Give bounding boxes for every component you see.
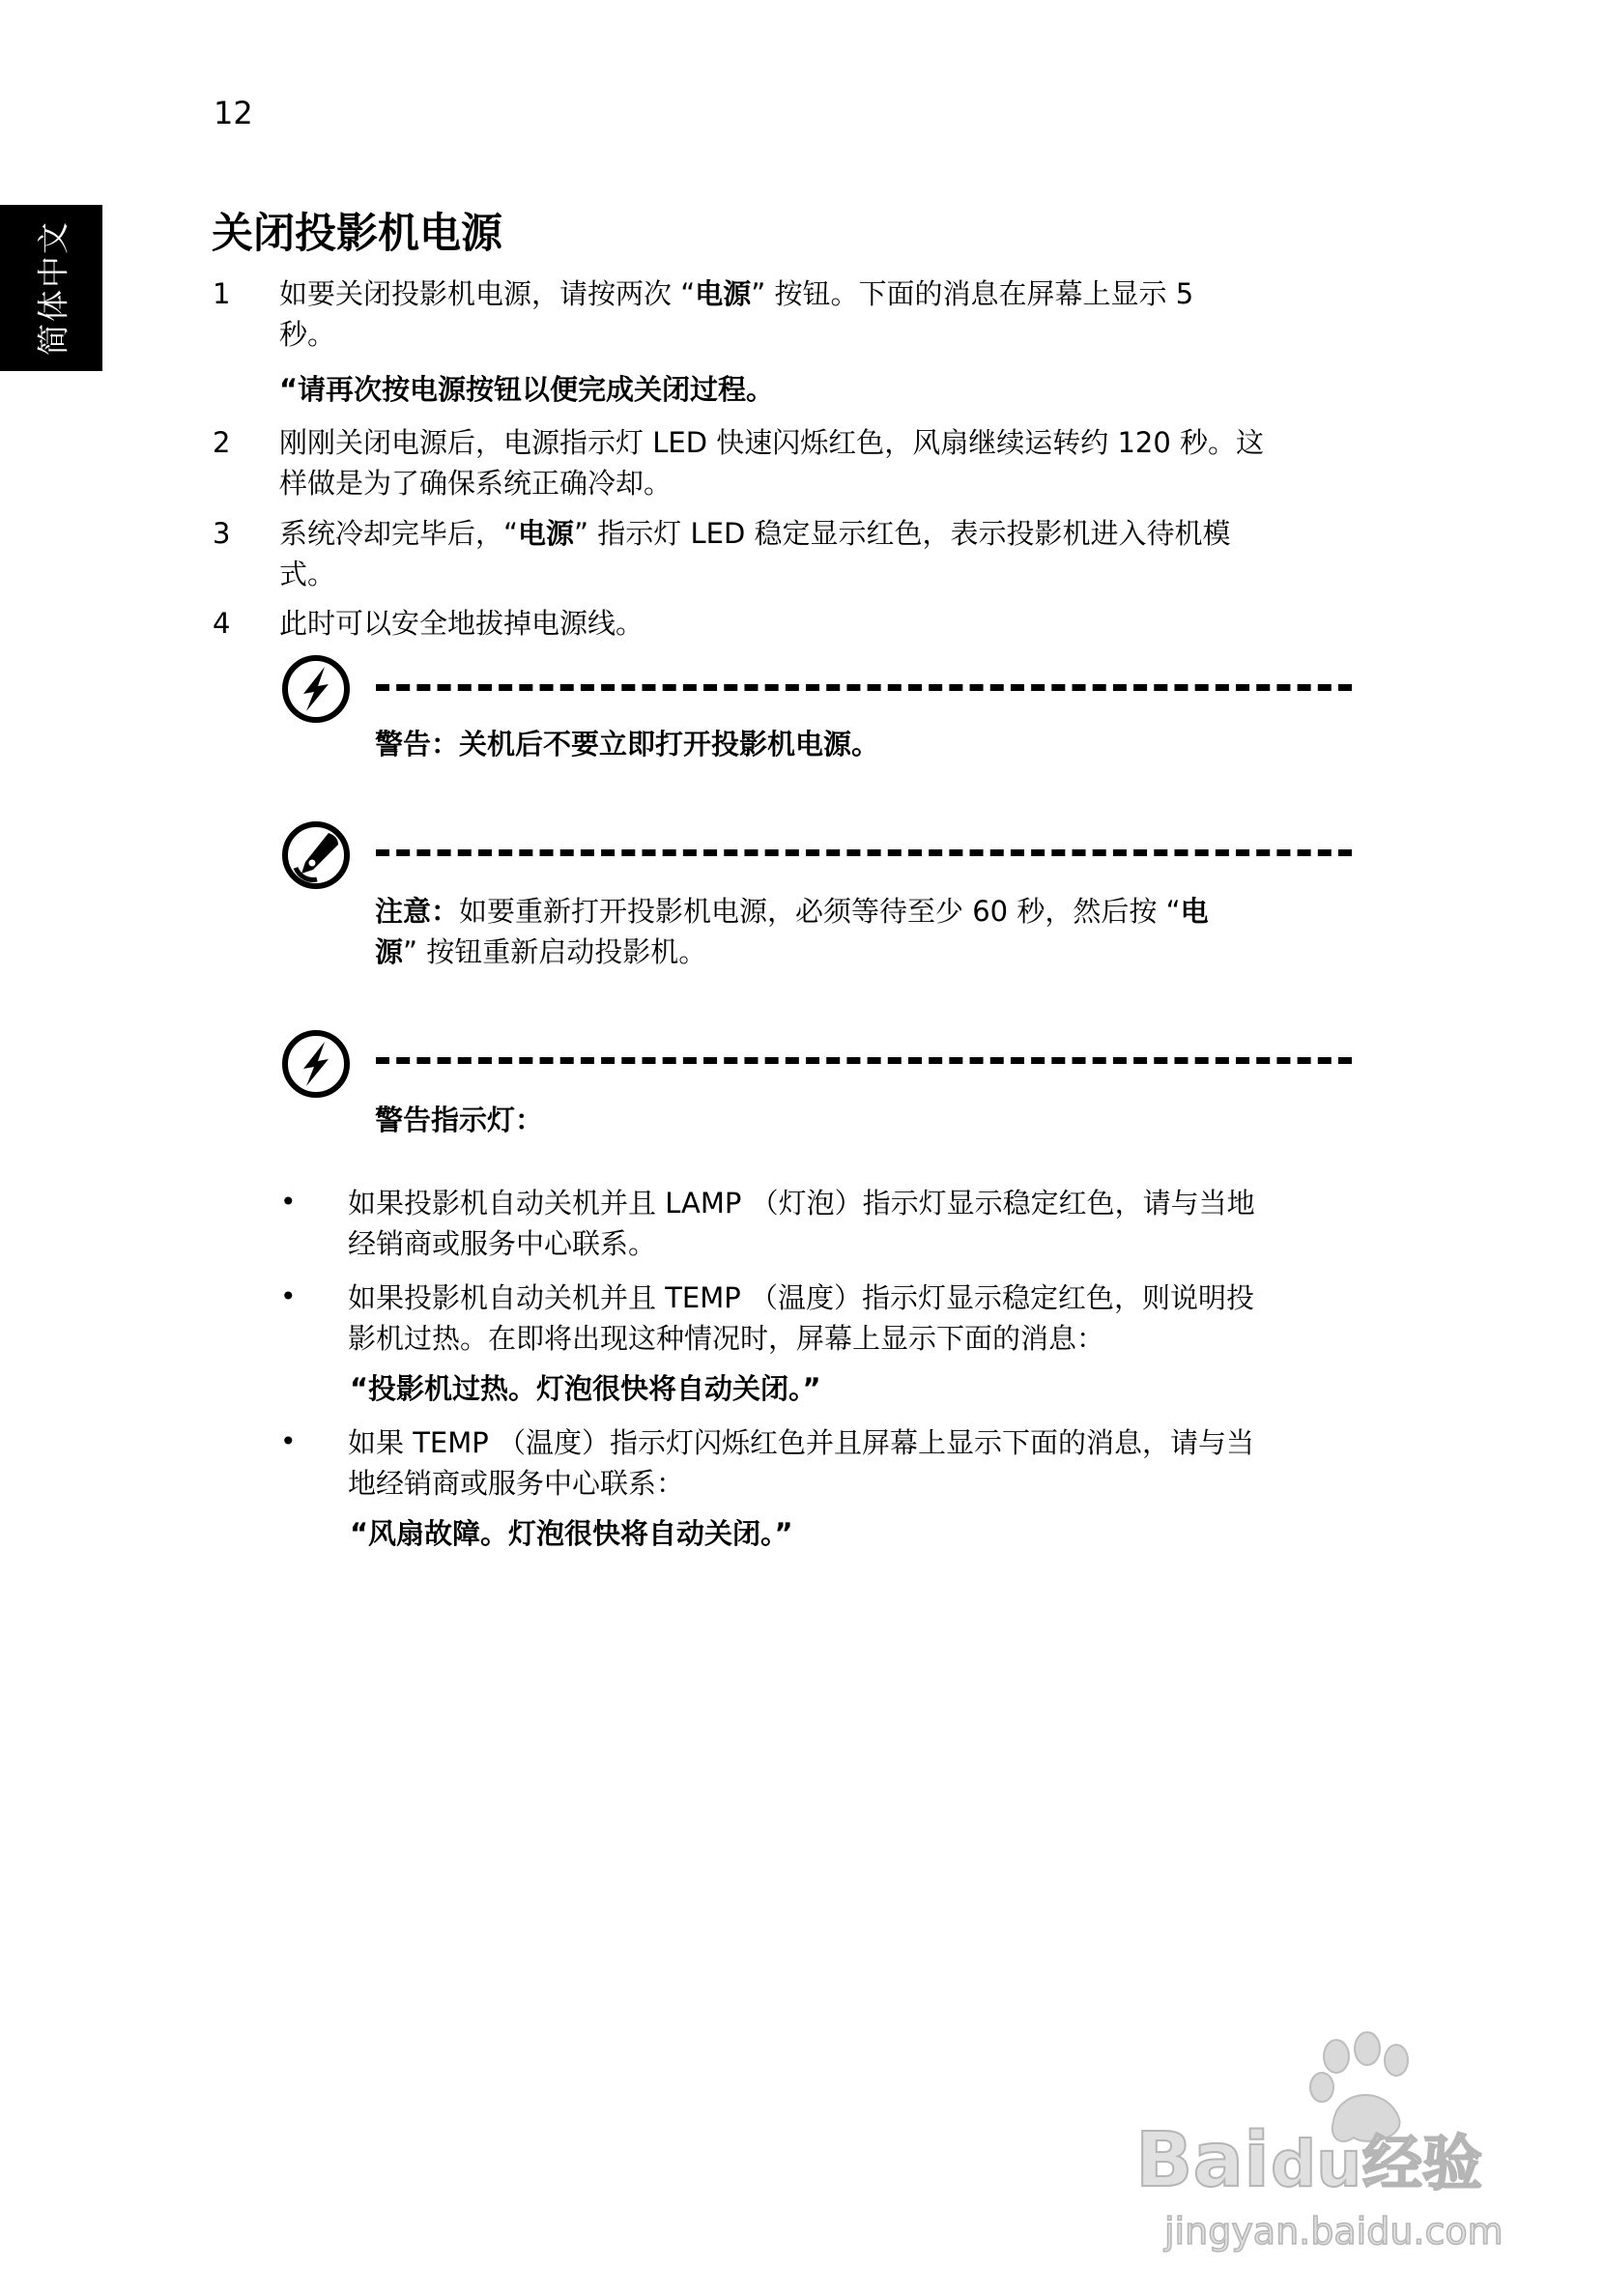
power-term: 源 [375,935,404,968]
step-text [279,273,1361,355]
note-label: 注意： [375,895,460,928]
notice-divider [376,849,1352,856]
svg-text:Bai: Bai [1135,2117,1270,2204]
language-side-tab-label: 简体中文 [34,220,72,356]
svg-text:jingyan.baidu.com: jingyan.baidu.com [1164,2210,1504,2253]
power-term: 电 [1180,895,1209,928]
step-line: 刚刚关闭电源后，电源指示灯 LED 快速闪烁红色，风扇继续运转约 120 秒。这 [279,426,1265,459]
svg-text:du: du [1271,2127,1362,2201]
bullet-text [348,1183,1372,1264]
step-line: 样做是为了确保系统正确冷却。 [279,467,673,500]
step-line [279,273,1361,314]
step-text: 此时可以安全地拔掉电源线。 [279,607,644,640]
note-line [375,932,1399,972]
warning-text: 警告：关机后不要立即打开投影机电源。 [375,728,880,761]
warning-lightning-icon [280,653,352,725]
notice-divider [376,684,1352,691]
note-line [375,891,1399,932]
section-title: 关闭投影机电源 [212,210,502,258]
bullet-dot: • [280,1280,297,1312]
step-line: 秒。 [279,318,336,351]
note-text-part: 如要重新打开投影机电源，必须等待至少 60 秒，然后按 “ [459,895,1181,928]
step-text-part: ” 指示灯 LED 稳定显示红色，表示投影机进入待机模 [574,517,1231,550]
bullet-line: 经销商或服务中心联系。 [348,1227,657,1260]
svg-text:经验: 经验 [1362,2128,1483,2198]
warning-text: 警告指示灯： [375,1104,544,1136]
step-number: 4 [213,607,231,640]
bullet-line: 如果投影机自动关机并且 TEMP （温度）指示灯显示稳定红色，则说明投 [348,1281,1254,1314]
note-text [375,891,1399,972]
step-number: 1 [213,277,231,310]
warning-lightning-icon [280,1028,352,1100]
step-text [279,513,1371,594]
baidu-jingyan-watermark [1126,2029,1512,2261]
screen-message: “风扇故障。灯泡很快将自动关闭。” [350,1517,793,1550]
step-line [279,513,1371,554]
notice-divider [376,1057,1352,1064]
bullet-text [348,1277,1372,1359]
bullet-line: 地经销商或服务中心联系： [348,1467,685,1500]
page-number: 12 [214,95,253,131]
language-side-tab [0,205,102,371]
step-number: 2 [213,426,231,459]
bullet-line: 影机过热。在即将出现这种情况时，屏幕上显示下面的消息： [348,1322,1105,1355]
step-text-part: 如要关闭投影机电源，请按两次 “ [279,277,696,310]
bullet-line: 如果 TEMP （温度）指示灯闪烁红色并且屏幕上显示下面的消息，请与当 [348,1426,1254,1459]
step-number: 3 [213,517,231,550]
bullet-text [348,1422,1372,1504]
power-term: 电源 [695,277,752,310]
screen-message: “请再次按电源按钮以便完成关闭过程。 [279,373,775,406]
power-term: 电源 [518,517,575,550]
bullet-line: 如果投影机自动关机并且 LAMP （灯泡）指示灯显示稳定红色，请与当地 [348,1187,1255,1220]
screen-message: “投影机过热。灯泡很快将自动关闭。” [350,1372,821,1405]
note-text-part: ” 按钮重新启动投影机。 [403,935,707,968]
step-text-part: 系统冷却完毕后，“ [279,517,519,550]
note-pen-icon [280,819,352,891]
step-text [279,422,1371,503]
step-line: 式。 [279,558,336,590]
step-text-part: ” 按钮。下面的消息在屏幕上显示 5 [751,277,1194,310]
bullet-dot: • [280,1186,297,1218]
bullet-dot: • [280,1425,297,1457]
